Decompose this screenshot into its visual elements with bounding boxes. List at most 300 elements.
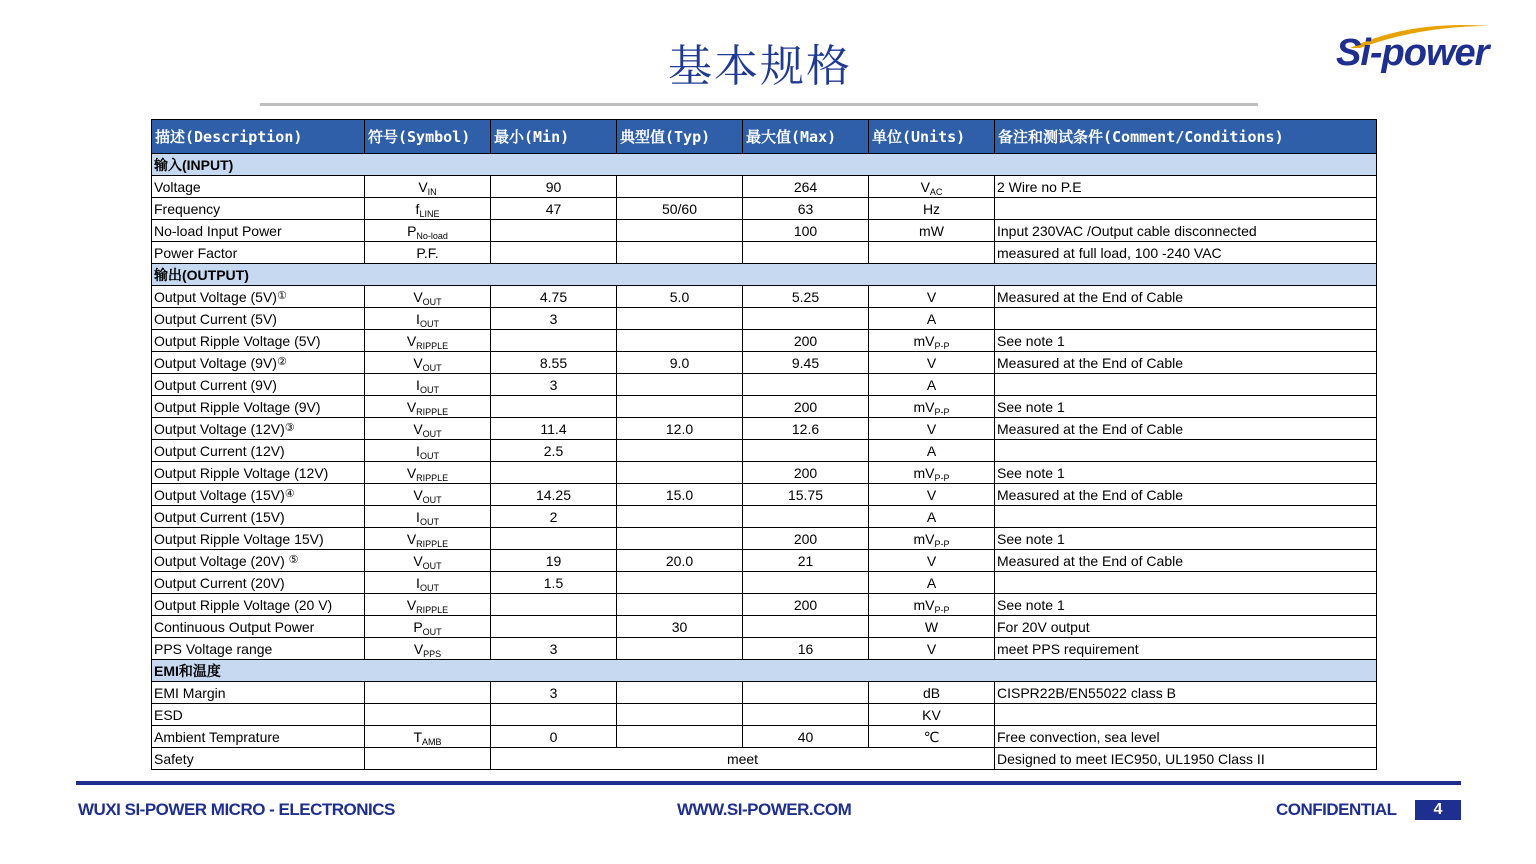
cell-symbol — [365, 550, 491, 572]
unit-text: dB — [922, 684, 941, 701]
cell-unit — [869, 528, 995, 550]
symbol-subscript: LINE — [419, 208, 440, 219]
symbol-subscript: RIPPLE — [416, 472, 449, 483]
unit-subscript: AC — [929, 186, 943, 197]
cell-symbol — [365, 528, 491, 550]
note-marker: ① — [276, 290, 287, 302]
header-typ: 典型值(Typ) — [617, 120, 743, 154]
symbol-text: V — [413, 552, 423, 569]
symbol-text: P — [413, 618, 423, 635]
cell-description — [152, 550, 365, 572]
cell-max — [743, 682, 869, 704]
header-min: 最小(Min) — [491, 120, 617, 154]
header-units: 单位(Units) — [869, 120, 995, 154]
note-marker: ④ — [284, 488, 295, 500]
cell-typ — [617, 242, 743, 264]
cell-description — [152, 572, 365, 594]
cell-typ — [617, 572, 743, 594]
unit-text: V — [926, 640, 937, 657]
cell-symbol — [365, 682, 491, 704]
cell-min — [491, 594, 617, 616]
cell-symbol — [365, 220, 491, 242]
cell-description — [152, 198, 365, 220]
cell-symbol — [365, 286, 491, 308]
description-text: Frequency — [154, 200, 221, 217]
description-text: EMI Margin — [154, 684, 226, 701]
cell-description — [152, 330, 365, 352]
cell-max: 15.75 — [743, 484, 869, 506]
header-description: 描述(Description) — [152, 120, 365, 154]
company-logo: Si-power — [1336, 32, 1489, 74]
table-body — [152, 154, 1377, 770]
cell-comment — [995, 374, 1377, 396]
cell-comment: See note 1 — [995, 594, 1377, 616]
cell-symbol — [365, 198, 491, 220]
cell-comment: Measured at the End of Cable — [995, 484, 1377, 506]
table-row — [152, 704, 1377, 726]
cell-comment: See note 1 — [995, 528, 1377, 550]
cell-max: 200 — [743, 396, 869, 418]
cell-unit — [869, 506, 995, 528]
cell-unit — [869, 176, 995, 198]
symbol-subscript: PPS — [423, 648, 442, 659]
unit-subscript: P-P — [934, 604, 950, 615]
unit-text: V — [926, 354, 937, 371]
cell-description — [152, 374, 365, 396]
symbol-text: I — [416, 508, 420, 525]
description-text: Ambient Temprature — [154, 728, 280, 745]
symbol-text: V — [406, 398, 417, 415]
description-text: Output Current (12V) — [154, 442, 285, 459]
table-row — [152, 682, 1377, 704]
symbol-text: V — [418, 178, 428, 195]
symbol-subscript: OUT — [422, 560, 442, 571]
description-text: Output Current (15V) — [154, 508, 285, 525]
unit-text: mV — [913, 332, 935, 349]
cell-comment: CISPR22B/EN55022 class B — [995, 682, 1377, 704]
cell-symbol — [365, 374, 491, 396]
description-text: Power Factor — [154, 244, 238, 261]
cell-typ — [617, 176, 743, 198]
cell-max — [743, 242, 869, 264]
cell-min: 90 — [491, 176, 617, 198]
cell-description: Safety — [152, 748, 365, 770]
cell-comment: See note 1 — [995, 396, 1377, 418]
description-text: Output Voltage (5V) — [154, 289, 277, 305]
cell-max: 40 — [743, 726, 869, 748]
cell-min: 11.4 — [491, 418, 617, 440]
description-text: Output Voltage (12V) — [154, 421, 285, 437]
cell-unit — [869, 396, 995, 418]
cell-unit — [869, 638, 995, 660]
page-number: 4 — [1415, 800, 1461, 820]
cell-description — [152, 638, 365, 660]
cell-typ — [617, 308, 743, 330]
cell-typ: 12.0 — [617, 418, 743, 440]
unit-text: A — [926, 376, 937, 393]
cell-typ: 9.0 — [617, 352, 743, 374]
description-text: Output Current (20V) — [154, 574, 285, 591]
symbol-text: P.F. — [416, 244, 439, 261]
cell-description — [152, 176, 365, 198]
cell-typ — [617, 528, 743, 550]
cell-symbol — [365, 594, 491, 616]
unit-text: A — [926, 508, 937, 525]
cell-comment: 2 Wire no P.E — [995, 176, 1377, 198]
table-row — [152, 396, 1377, 418]
cell-unit — [869, 484, 995, 506]
unit-text: mV — [913, 464, 935, 481]
symbol-text: I — [416, 376, 420, 393]
cell-max: 100 — [743, 220, 869, 242]
symbol-text: f — [415, 200, 420, 217]
section-title: EMI和温度 — [152, 660, 1377, 682]
section-row — [152, 264, 1377, 286]
cell-comment: Measured at the End of Cable — [995, 352, 1377, 374]
cell-symbol — [365, 462, 491, 484]
cell-min: 19 — [491, 550, 617, 572]
cell-unit — [869, 572, 995, 594]
description-text: Output Current (9V) — [154, 376, 277, 393]
cell-typ — [617, 594, 743, 616]
unit-text: mW — [919, 222, 944, 239]
cell-symbol — [365, 308, 491, 330]
cell-symbol — [365, 396, 491, 418]
cell-unit — [869, 704, 995, 726]
cell-symbol — [365, 726, 491, 748]
cell-min: 14.25 — [491, 484, 617, 506]
cell-max: 200 — [743, 462, 869, 484]
symbol-subscript: AMB — [422, 736, 442, 747]
cell-max: 200 — [743, 528, 869, 550]
description-text: Output Voltage (15V) — [154, 487, 285, 503]
table-row — [152, 528, 1377, 550]
cell-comment: Measured at the End of Cable — [995, 550, 1377, 572]
cell-symbol — [365, 616, 491, 638]
symbol-subscript: OUT — [419, 318, 439, 329]
cell-description — [152, 220, 365, 242]
cell-description — [152, 726, 365, 748]
symbol-subscript: RIPPLE — [416, 406, 449, 417]
symbol-subscript: OUT — [419, 450, 439, 461]
description-text: Output Ripple Voltage (5V) — [154, 332, 321, 349]
cell-comment: See note 1 — [995, 462, 1377, 484]
unit-text: A — [926, 310, 937, 327]
cell-min — [491, 330, 617, 352]
table-header-row — [152, 120, 1377, 154]
symbol-subscript: OUT — [422, 362, 442, 373]
page-title: 基本规格 — [668, 41, 852, 92]
note-marker: ③ — [284, 422, 295, 434]
cell-unit — [869, 242, 995, 264]
cell-description — [152, 418, 365, 440]
unit-text: ℃ — [923, 728, 940, 745]
table-row — [152, 462, 1377, 484]
table-row — [152, 374, 1377, 396]
cell-unit — [869, 462, 995, 484]
table-row — [152, 286, 1377, 308]
unit-text: A — [926, 442, 937, 459]
table-row — [152, 198, 1377, 220]
table-row — [152, 550, 1377, 572]
cell-comment — [995, 506, 1377, 528]
cell-max: 200 — [743, 594, 869, 616]
cell-typ: 15.0 — [617, 484, 743, 506]
symbol-text: I — [416, 574, 420, 591]
cell-unit — [869, 440, 995, 462]
cell-symbol — [365, 484, 491, 506]
cell-description — [152, 440, 365, 462]
cell-unit — [869, 682, 995, 704]
cell-symbol — [365, 704, 491, 726]
cell-max: 16 — [743, 638, 869, 660]
footer-website: WWW.SI-POWER.COM — [677, 800, 852, 819]
cell-unit — [869, 220, 995, 242]
symbol-text: V — [406, 596, 417, 613]
cell-comment: For 20V output — [995, 616, 1377, 638]
unit-subscript: P-P — [934, 472, 950, 483]
cell-min: 4.75 — [491, 286, 617, 308]
cell-typ — [617, 462, 743, 484]
cell-min: 0 — [491, 726, 617, 748]
symbol-text: I — [416, 442, 420, 459]
description-text: ESD — [154, 706, 183, 723]
table-row — [152, 352, 1377, 374]
cell-comment: Measured at the End of Cable — [995, 418, 1377, 440]
section-row — [152, 154, 1377, 176]
cell-unit — [869, 418, 995, 440]
symbol-subscript: OUT — [419, 384, 439, 395]
symbol-subscript: RIPPLE — [416, 604, 449, 615]
unit-text: mV — [913, 596, 935, 613]
cell-min — [491, 396, 617, 418]
table-row — [152, 330, 1377, 352]
title-divider — [260, 103, 1258, 106]
symbol-text: I — [416, 310, 420, 327]
cell-max — [743, 704, 869, 726]
unit-text: mV — [913, 398, 935, 415]
table-row — [152, 242, 1377, 264]
cell-min — [491, 242, 617, 264]
cell-symbol — [365, 572, 491, 594]
cell-comment: Measured at the End of Cable — [995, 286, 1377, 308]
cell-min — [491, 528, 617, 550]
cell-max — [743, 374, 869, 396]
cell-symbol — [365, 242, 491, 264]
cell-comment — [995, 572, 1377, 594]
cell-min: 47 — [491, 198, 617, 220]
unit-subscript: P-P — [934, 538, 950, 549]
description-text: Output Voltage (20V) — [154, 553, 289, 569]
unit-subscript: P-P — [934, 340, 950, 351]
table-row — [152, 484, 1377, 506]
symbol-text: T — [413, 728, 423, 745]
cell-typ — [617, 726, 743, 748]
symbol-subscript: No-load — [416, 230, 448, 241]
cell-unit — [869, 198, 995, 220]
description-text: Output Ripple Voltage 15V) — [154, 530, 324, 547]
cell-comment: measured at full load, 100 -240 VAC — [995, 242, 1377, 264]
cell-comment — [995, 198, 1377, 220]
cell-max: 12.6 — [743, 418, 869, 440]
cell-min: 3 — [491, 638, 617, 660]
description-text: No-load Input Power — [154, 222, 282, 239]
symbol-text: V — [406, 464, 417, 481]
cell-typ — [617, 220, 743, 242]
unit-text: A — [926, 574, 937, 591]
symbol-subscript: OUT — [422, 626, 442, 637]
cell-typ — [617, 704, 743, 726]
cell-description — [152, 506, 365, 528]
cell-typ — [617, 682, 743, 704]
symbol-text: V — [413, 288, 423, 305]
cell-description — [152, 352, 365, 374]
cell-comment — [995, 704, 1377, 726]
table-row — [152, 616, 1377, 638]
cell-description — [152, 704, 365, 726]
cell-unit — [869, 616, 995, 638]
cell-unit — [869, 594, 995, 616]
cell-unit — [869, 330, 995, 352]
description-text: Voltage — [154, 178, 201, 195]
description-text: Output Current (5V) — [154, 310, 277, 327]
cell-typ — [617, 506, 743, 528]
cell-min — [491, 704, 617, 726]
cell-unit — [869, 550, 995, 572]
symbol-subscript: OUT — [419, 516, 439, 527]
cell-max: 200 — [743, 330, 869, 352]
cell-symbol — [365, 330, 491, 352]
cell-description — [152, 242, 365, 264]
cell-typ: 50/60 — [617, 198, 743, 220]
symbol-subscript: OUT — [419, 582, 439, 593]
cell-min: 3 — [491, 682, 617, 704]
cell-typ: 20.0 — [617, 550, 743, 572]
symbol-subscript: RIPPLE — [416, 340, 449, 351]
description-text: Output Ripple Voltage (20 V) — [154, 596, 333, 613]
table-row — [152, 220, 1377, 242]
symbol-text: V — [413, 420, 423, 437]
section-row — [152, 660, 1377, 682]
cell-description — [152, 462, 365, 484]
cell-max — [743, 506, 869, 528]
cell-description — [152, 484, 365, 506]
cell-min: 8.55 — [491, 352, 617, 374]
header-symbol: 符号(Symbol) — [365, 120, 491, 154]
table-row — [152, 726, 1377, 748]
cell-symbol — [365, 506, 491, 528]
note-marker: ② — [276, 356, 287, 368]
cell-typ: 5.0 — [617, 286, 743, 308]
cell-comment: meet PPS requirement — [995, 638, 1377, 660]
cell-symbol — [365, 440, 491, 462]
cell-comment: Designed to meet IEC950, UL1950 Class II — [995, 748, 1377, 770]
table-row — [152, 506, 1377, 528]
unit-text: Hz — [922, 200, 941, 217]
cell-comment — [995, 308, 1377, 330]
cell-description — [152, 308, 365, 330]
cell-description — [152, 396, 365, 418]
symbol-text: V — [413, 640, 424, 657]
cell-min: 1.5 — [491, 572, 617, 594]
table-row — [152, 440, 1377, 462]
table-row — [152, 176, 1377, 198]
spec-table — [151, 119, 1377, 770]
symbol-text: V — [406, 530, 417, 547]
footer-divider — [76, 781, 1461, 785]
unit-subscript: P-P — [934, 406, 950, 417]
description-text: Output Ripple Voltage (12V) — [154, 464, 329, 481]
unit-text: V — [926, 486, 937, 503]
cell-comment: Free convection, sea level — [995, 726, 1377, 748]
symbol-text: V — [413, 354, 423, 371]
unit-text: V — [926, 552, 937, 569]
description-text: Output Ripple Voltage (9V) — [154, 398, 321, 415]
cell-max — [743, 308, 869, 330]
symbol-text: V — [406, 332, 417, 349]
note-marker: ⑤ — [288, 554, 299, 566]
table-row — [152, 308, 1377, 330]
unit-text: V — [926, 420, 937, 437]
header-max: 最大值(Max) — [743, 120, 869, 154]
section-title: 输出(OUTPUT) — [152, 264, 1377, 286]
cell-comment: Input 230VAC /Output cable disconnected — [995, 220, 1377, 242]
footer-confidential: CONFIDENTIAL — [1276, 800, 1397, 819]
cell-comment — [995, 440, 1377, 462]
symbol-subscript: RIPPLE — [416, 538, 449, 549]
description-text: Output Voltage (9V) — [154, 355, 277, 371]
cell-unit — [869, 726, 995, 748]
cell-typ — [617, 330, 743, 352]
table-row — [152, 638, 1377, 660]
cell-description — [152, 286, 365, 308]
unit-text: mV — [913, 530, 935, 547]
cell-description — [152, 528, 365, 550]
cell-min: 3 — [491, 374, 617, 396]
cell-unit — [869, 308, 995, 330]
cell-symbol — [365, 176, 491, 198]
description-text: PPS Voltage range — [154, 640, 273, 657]
cell-min: 2 — [491, 506, 617, 528]
cell-unit — [869, 352, 995, 374]
symbol-subscript: OUT — [422, 296, 442, 307]
cell-comment: See note 1 — [995, 330, 1377, 352]
cell-max: 9.45 — [743, 352, 869, 374]
footer-company: WUXI SI-POWER MICRO - ELECTRONICS — [78, 800, 395, 819]
cell-max — [743, 616, 869, 638]
symbol-subscript: IN — [427, 186, 437, 197]
cell-typ — [617, 440, 743, 462]
symbol-text: V — [413, 486, 423, 503]
unit-text: KV — [922, 706, 941, 723]
cell-min — [491, 462, 617, 484]
cell-typ — [617, 396, 743, 418]
table-row — [152, 594, 1377, 616]
cell-max — [743, 572, 869, 594]
cell-min — [491, 616, 617, 638]
description-text: Continuous Output Power — [154, 618, 315, 635]
cell-unit — [869, 374, 995, 396]
cell-typ — [617, 638, 743, 660]
table-row — [152, 418, 1377, 440]
table-row — [152, 748, 1377, 770]
cell-symbol — [365, 638, 491, 660]
cell-max: 21 — [743, 550, 869, 572]
cell-min — [491, 220, 617, 242]
cell-symbol — [365, 418, 491, 440]
symbol-text: P — [407, 222, 417, 239]
unit-text: W — [924, 618, 939, 635]
